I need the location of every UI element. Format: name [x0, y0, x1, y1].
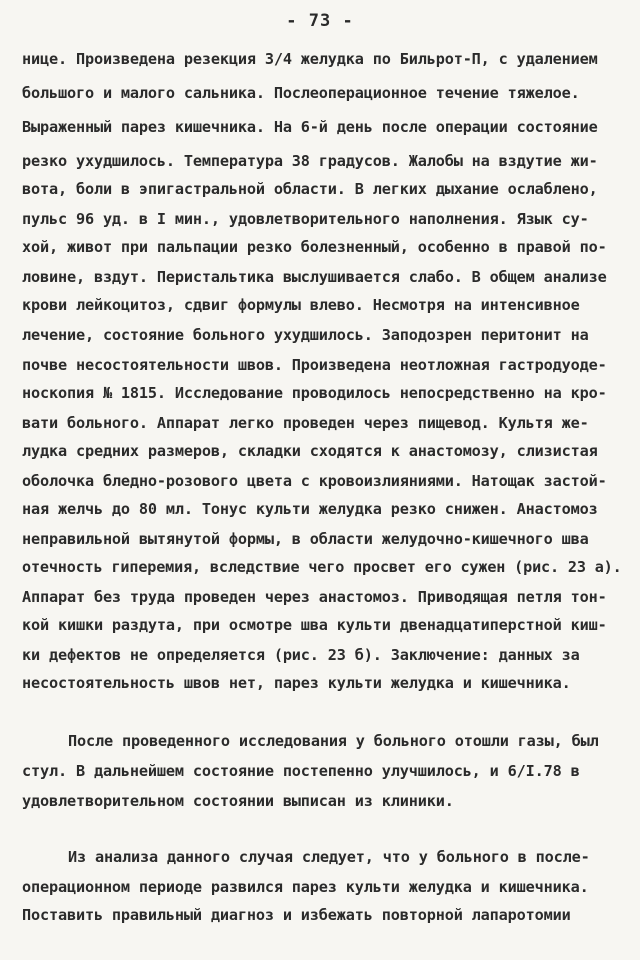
- text-line: ловине, вздут. Перистальтика выслушивается слабо. В общем анализе: [22, 268, 607, 286]
- text-line: После проведенного исследования у больного отошли газы, был: [68, 732, 599, 750]
- text-line: операционном периоде развился парез культи желудка и кишечника.: [22, 878, 589, 896]
- text-line: Из анализа данного случая следует, что у больного в после-: [68, 848, 590, 866]
- text-line: Поставить правильный диагноз и избежать повторной лапаротомии: [22, 906, 571, 924]
- text-line: неправильной вытянутой формы, в области желудочно-кишечного шва: [22, 530, 589, 548]
- text-line: оболочка бледно-розового цвета с кровоизлияниями. Натощак застой-: [22, 472, 607, 490]
- text-line: кой кишки раздута, при осмотре шва культи двенадцатиперстной киш-: [22, 616, 607, 634]
- text-line: удовлетворительном состоянии выписан из клиники.: [22, 792, 454, 810]
- text-line: носкопия № 1815. Исследование проводилось непосредственно на кро-: [22, 384, 607, 402]
- text-line: стул. В дальнейшем состояние постепенно улучшилось, и 6/I.78 в: [22, 762, 580, 780]
- text-line: лудка средних размеров, складки сходятся к анастомозу, слизистая: [22, 442, 598, 460]
- text-line: крови лейкоцитоз, сдвиг формулы влево. Несмотря на интенсивное: [22, 296, 580, 314]
- text-line: пульс 96 уд. в I мин., удовлетворительного наполнения. Язык су-: [22, 210, 589, 228]
- text-line: вати больного. Аппарат легко проведен через пищевод. Культя же-: [22, 414, 589, 432]
- text-line: Выраженный парез кишечника. На 6-й день после операции состояние: [22, 118, 598, 136]
- text-line: почве несостоятельности швов. Произведена неотложная гастродуоде-: [22, 356, 607, 374]
- text-line: ная желчь до 80 мл. Тонус культи желудка резко снижен. Анастомоз: [22, 500, 598, 518]
- text-line: большого и малого сальника. Послеоперационное течение тяжелое.: [22, 84, 580, 102]
- text-line: ки дефектов не определяется (рис. 23 б). Заключение: данных за: [22, 646, 580, 664]
- text-line: хой, живот при пальпации резко болезненный, особенно в правой по-: [22, 238, 607, 256]
- text-line: вота, боли в эпигастральной области. В легких дыхание ослаблено,: [22, 180, 598, 198]
- text-line: Аппарат без труда проведен через анастомоз. Приводящая петля тон-: [22, 588, 607, 606]
- text-line: несостоятельность швов нет, парез культи желудка и кишечника.: [22, 674, 571, 692]
- text-line: резко ухудшилось. Температура 38 градусов. Жалобы на вздутие жи-: [22, 152, 598, 170]
- text-line: отечность гиперемия, вследствие чего просвет его сужен (рис. 23 а).: [22, 558, 622, 576]
- text-line: нице. Произведена резекция 3/4 желудка по Бильрот-П, с удалением: [22, 50, 598, 68]
- page-number: - 73 -: [286, 11, 354, 31]
- text-line: лечение, состояние больного ухудшилось. Заподозрен перитонит на: [22, 326, 589, 344]
